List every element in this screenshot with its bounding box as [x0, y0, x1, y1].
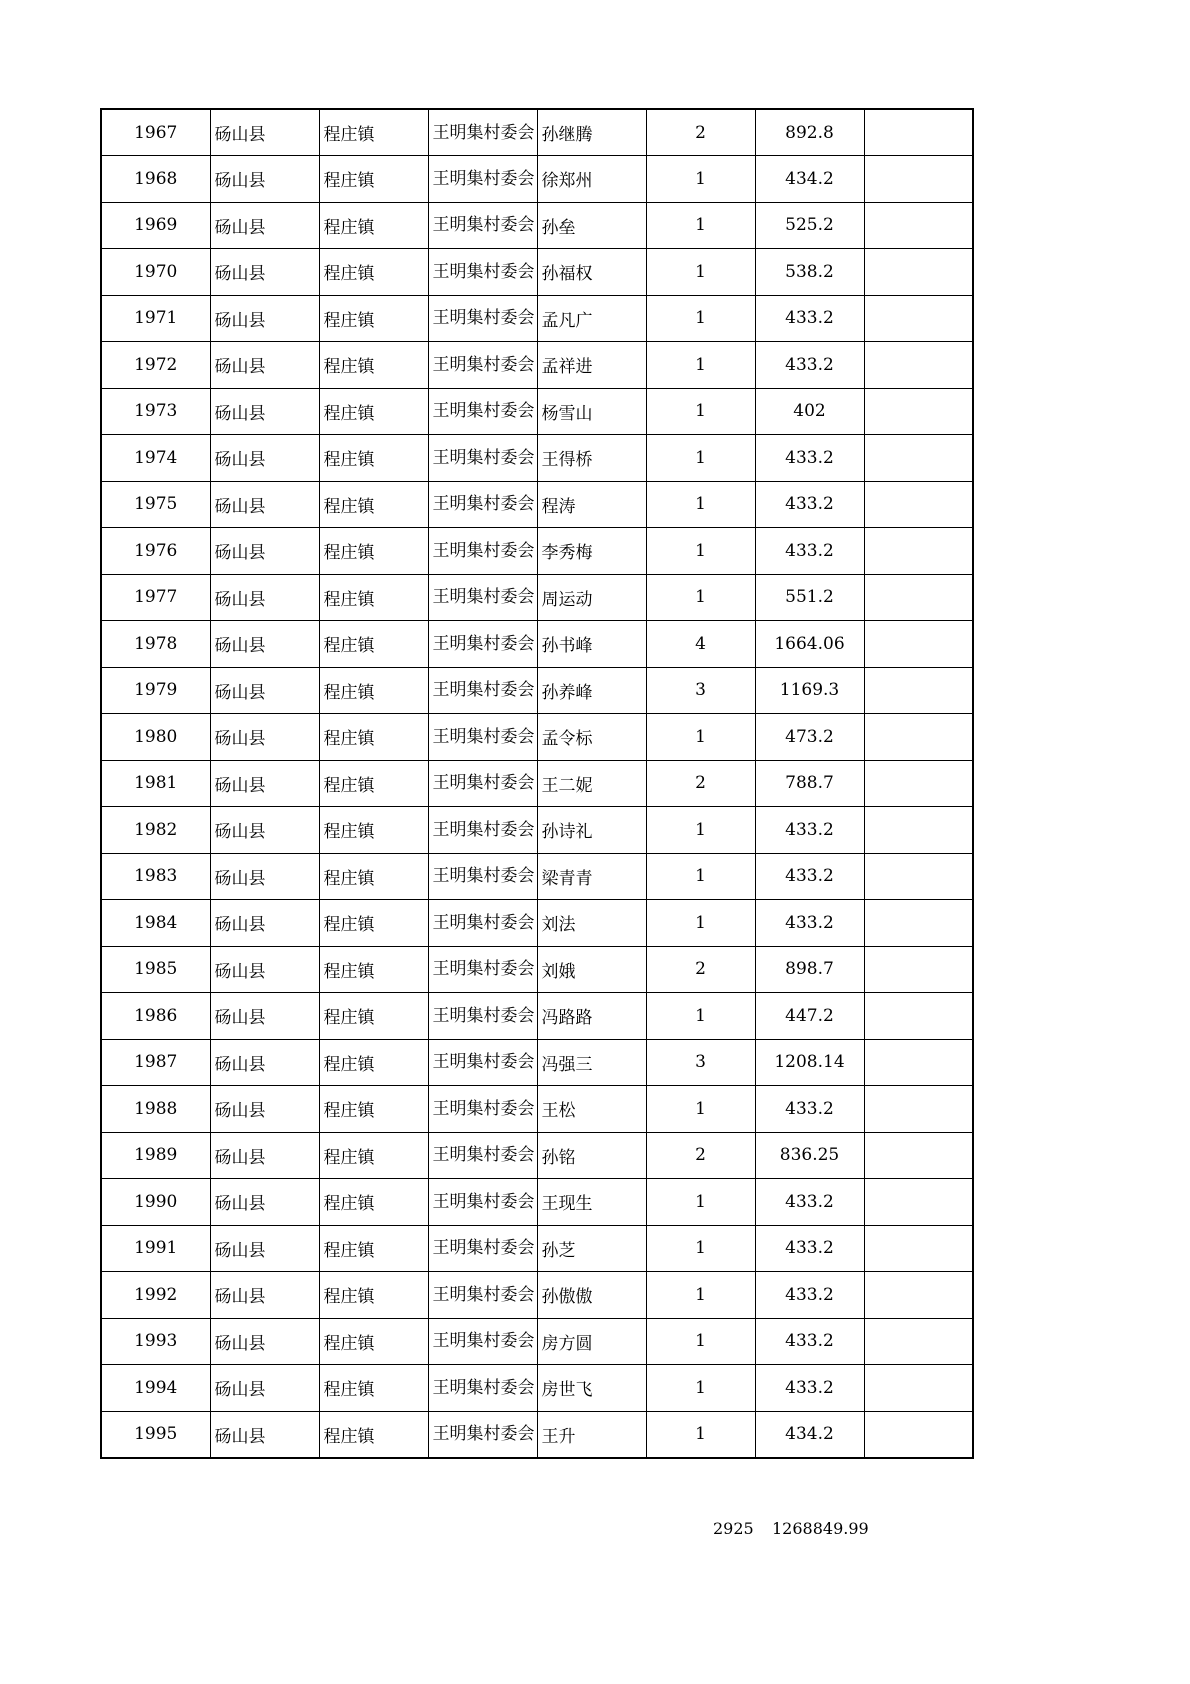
cell-note	[864, 109, 973, 156]
total-count: 2925	[713, 1519, 754, 1538]
cell-name: 刘法	[537, 900, 646, 947]
cell-note	[864, 1225, 973, 1272]
table-row	[101, 1086, 973, 1133]
cell-village: 王明集村委会	[428, 249, 537, 296]
cell-count: 1	[646, 1086, 755, 1133]
cell-name: 杨雪山	[537, 388, 646, 435]
cell-village: 王明集村委会	[428, 1179, 537, 1226]
cell-note	[864, 993, 973, 1040]
cell-serial-number: 1977	[101, 574, 210, 621]
cell-village: 王明集村委会	[428, 1132, 537, 1179]
cell-amount: 433.2	[755, 1086, 864, 1133]
cell-town: 程庄镇	[319, 714, 428, 761]
cell-village: 王明集村委会	[428, 1225, 537, 1272]
cell-note	[864, 249, 973, 296]
cell-serial-number: 1979	[101, 667, 210, 714]
cell-count: 1	[646, 481, 755, 528]
cell-village: 王明集村委会	[428, 807, 537, 854]
cell-count: 1	[646, 1411, 755, 1458]
cell-town: 程庄镇	[319, 342, 428, 389]
cell-town: 程庄镇	[319, 621, 428, 668]
cell-amount: 447.2	[755, 993, 864, 1040]
cell-note	[864, 621, 973, 668]
cell-county: 砀山县	[210, 528, 319, 575]
table-row	[101, 1318, 973, 1365]
cell-count: 3	[646, 667, 755, 714]
cell-count: 1	[646, 1318, 755, 1365]
cell-town: 程庄镇	[319, 109, 428, 156]
cell-town: 程庄镇	[319, 946, 428, 993]
table-row	[101, 1132, 973, 1179]
table-row	[101, 853, 973, 900]
cell-count: 2	[646, 946, 755, 993]
cell-note	[864, 1039, 973, 1086]
cell-count: 2	[646, 1132, 755, 1179]
cell-village: 王明集村委会	[428, 109, 537, 156]
cell-serial-number: 1994	[101, 1365, 210, 1412]
cell-amount: 433.2	[755, 1318, 864, 1365]
table-row	[101, 481, 973, 528]
cell-town: 程庄镇	[319, 1272, 428, 1319]
cell-note	[864, 807, 973, 854]
table-row	[101, 714, 973, 761]
cell-county: 砀山县	[210, 202, 319, 249]
cell-serial-number: 1975	[101, 481, 210, 528]
cell-count: 1	[646, 202, 755, 249]
cell-amount: 1664.06	[755, 621, 864, 668]
cell-amount: 538.2	[755, 249, 864, 296]
cell-name: 刘娥	[537, 946, 646, 993]
cell-town: 程庄镇	[319, 993, 428, 1040]
table-row	[101, 202, 973, 249]
cell-county: 砀山县	[210, 1179, 319, 1226]
cell-amount: 433.2	[755, 1272, 864, 1319]
cell-count: 1	[646, 342, 755, 389]
cell-town: 程庄镇	[319, 1086, 428, 1133]
cell-village: 王明集村委会	[428, 388, 537, 435]
cell-county: 砀山县	[210, 1365, 319, 1412]
table-row	[101, 946, 973, 993]
cell-name: 孙诗礼	[537, 807, 646, 854]
cell-name: 程涛	[537, 481, 646, 528]
cell-village: 王明集村委会	[428, 156, 537, 203]
cell-note	[864, 760, 973, 807]
cell-name: 孟祥进	[537, 342, 646, 389]
cell-serial-number: 1973	[101, 388, 210, 435]
cell-town: 程庄镇	[319, 1132, 428, 1179]
cell-county: 砀山县	[210, 435, 319, 482]
cell-serial-number: 1967	[101, 109, 210, 156]
cell-town: 程庄镇	[319, 249, 428, 296]
cell-village: 王明集村委会	[428, 1086, 537, 1133]
cell-count: 1	[646, 1179, 755, 1226]
cell-count: 1	[646, 249, 755, 296]
table-row	[101, 900, 973, 947]
cell-county: 砀山县	[210, 1225, 319, 1272]
cell-note	[864, 714, 973, 761]
cell-name: 孟令标	[537, 714, 646, 761]
cell-serial-number: 1991	[101, 1225, 210, 1272]
cell-name: 孙福权	[537, 249, 646, 296]
cell-town: 程庄镇	[319, 574, 428, 621]
cell-village: 王明集村委会	[428, 435, 537, 482]
cell-county: 砀山县	[210, 1411, 319, 1458]
cell-count: 4	[646, 621, 755, 668]
cell-village: 王明集村委会	[428, 342, 537, 389]
cell-serial-number: 1976	[101, 528, 210, 575]
cell-name: 孙傲傲	[537, 1272, 646, 1319]
cell-note	[864, 435, 973, 482]
cell-name: 孙芝	[537, 1225, 646, 1272]
cell-amount: 1169.3	[755, 667, 864, 714]
cell-serial-number: 1981	[101, 760, 210, 807]
cell-note	[864, 295, 973, 342]
cell-serial-number: 1989	[101, 1132, 210, 1179]
cell-county: 砀山县	[210, 667, 319, 714]
cell-amount: 433.2	[755, 1365, 864, 1412]
table-row	[101, 1411, 973, 1458]
cell-village: 王明集村委会	[428, 714, 537, 761]
cell-name: 王现生	[537, 1179, 646, 1226]
cell-amount: 433.2	[755, 1179, 864, 1226]
cell-serial-number: 1990	[101, 1179, 210, 1226]
cell-note	[864, 853, 973, 900]
cell-serial-number: 1982	[101, 807, 210, 854]
table-row	[101, 807, 973, 854]
cell-amount: 433.2	[755, 342, 864, 389]
cell-count: 1	[646, 807, 755, 854]
cell-town: 程庄镇	[319, 481, 428, 528]
cell-name: 徐郑州	[537, 156, 646, 203]
cell-serial-number: 1968	[101, 156, 210, 203]
cell-village: 王明集村委会	[428, 1272, 537, 1319]
cell-note	[864, 202, 973, 249]
cell-town: 程庄镇	[319, 1318, 428, 1365]
cell-amount: 898.7	[755, 946, 864, 993]
cell-amount: 551.2	[755, 574, 864, 621]
cell-note	[864, 156, 973, 203]
cell-county: 砀山县	[210, 1132, 319, 1179]
cell-count: 3	[646, 1039, 755, 1086]
cell-serial-number: 1995	[101, 1411, 210, 1458]
cell-count: 2	[646, 109, 755, 156]
cell-village: 王明集村委会	[428, 621, 537, 668]
cell-serial-number: 1978	[101, 621, 210, 668]
cell-county: 砀山县	[210, 993, 319, 1040]
cell-name: 周运动	[537, 574, 646, 621]
cell-county: 砀山县	[210, 574, 319, 621]
cell-name: 冯路路	[537, 993, 646, 1040]
cell-county: 砀山县	[210, 1039, 319, 1086]
cell-amount: 433.2	[755, 528, 864, 575]
cell-note	[864, 1411, 973, 1458]
cell-note	[864, 900, 973, 947]
data-table	[100, 108, 974, 1459]
cell-town: 程庄镇	[319, 667, 428, 714]
cell-name: 孟凡广	[537, 295, 646, 342]
cell-county: 砀山县	[210, 249, 319, 296]
cell-note	[864, 342, 973, 389]
cell-note	[864, 388, 973, 435]
cell-village: 王明集村委会	[428, 528, 537, 575]
cell-town: 程庄镇	[319, 1365, 428, 1412]
cell-county: 砀山县	[210, 1086, 319, 1133]
cell-village: 王明集村委会	[428, 993, 537, 1040]
cell-amount: 433.2	[755, 900, 864, 947]
cell-county: 砀山县	[210, 807, 319, 854]
cell-village: 王明集村委会	[428, 760, 537, 807]
cell-amount: 836.25	[755, 1132, 864, 1179]
cell-note	[864, 667, 973, 714]
cell-note	[864, 1365, 973, 1412]
table-row	[101, 249, 973, 296]
cell-serial-number: 1969	[101, 202, 210, 249]
cell-name: 孙垒	[537, 202, 646, 249]
cell-count: 1	[646, 156, 755, 203]
table-row	[101, 342, 973, 389]
cell-count: 1	[646, 574, 755, 621]
cell-county: 砀山县	[210, 342, 319, 389]
cell-count: 1	[646, 295, 755, 342]
cell-county: 砀山县	[210, 156, 319, 203]
cell-town: 程庄镇	[319, 853, 428, 900]
table-row	[101, 621, 973, 668]
cell-note	[864, 946, 973, 993]
cell-village: 王明集村委会	[428, 946, 537, 993]
table-row	[101, 109, 973, 156]
cell-village: 王明集村委会	[428, 295, 537, 342]
table-row	[101, 528, 973, 575]
cell-village: 王明集村委会	[428, 202, 537, 249]
table-row	[101, 435, 973, 482]
cell-name: 房方圆	[537, 1318, 646, 1365]
cell-note	[864, 574, 973, 621]
cell-serial-number: 1972	[101, 342, 210, 389]
cell-village: 王明集村委会	[428, 481, 537, 528]
cell-town: 程庄镇	[319, 202, 428, 249]
cell-county: 砀山县	[210, 946, 319, 993]
cell-town: 程庄镇	[319, 435, 428, 482]
cell-town: 程庄镇	[319, 1411, 428, 1458]
cell-note	[864, 1086, 973, 1133]
cell-name: 孙继腾	[537, 109, 646, 156]
cell-county: 砀山县	[210, 853, 319, 900]
cell-town: 程庄镇	[319, 1225, 428, 1272]
cell-name: 孙铭	[537, 1132, 646, 1179]
cell-county: 砀山县	[210, 1272, 319, 1319]
cell-note	[864, 1318, 973, 1365]
total-amount: 1268849.99	[772, 1519, 869, 1538]
cell-note	[864, 1272, 973, 1319]
table-row	[101, 1365, 973, 1412]
cell-town: 程庄镇	[319, 388, 428, 435]
cell-amount: 402	[755, 388, 864, 435]
cell-town: 程庄镇	[319, 760, 428, 807]
cell-county: 砀山县	[210, 109, 319, 156]
cell-village: 王明集村委会	[428, 1039, 537, 1086]
cell-count: 1	[646, 714, 755, 761]
cell-count: 1	[646, 993, 755, 1040]
cell-village: 王明集村委会	[428, 1318, 537, 1365]
cell-note	[864, 1179, 973, 1226]
cell-county: 砀山县	[210, 714, 319, 761]
cell-name: 李秀梅	[537, 528, 646, 575]
cell-serial-number: 1986	[101, 993, 210, 1040]
cell-count: 1	[646, 853, 755, 900]
cell-name: 房世飞	[537, 1365, 646, 1412]
cell-serial-number: 1970	[101, 249, 210, 296]
cell-note	[864, 481, 973, 528]
cell-count: 1	[646, 1365, 755, 1412]
cell-town: 程庄镇	[319, 1039, 428, 1086]
cell-serial-number: 1985	[101, 946, 210, 993]
cell-count: 1	[646, 1225, 755, 1272]
cell-amount: 525.2	[755, 202, 864, 249]
cell-name: 孙养峰	[537, 667, 646, 714]
cell-name: 王二妮	[537, 760, 646, 807]
cell-county: 砀山县	[210, 760, 319, 807]
cell-name: 孙书峰	[537, 621, 646, 668]
table-row	[101, 156, 973, 203]
cell-amount: 788.7	[755, 760, 864, 807]
table-row	[101, 667, 973, 714]
cell-serial-number: 1988	[101, 1086, 210, 1133]
cell-village: 王明集村委会	[428, 853, 537, 900]
cell-county: 砀山县	[210, 1318, 319, 1365]
cell-town: 程庄镇	[319, 295, 428, 342]
table-row	[101, 993, 973, 1040]
table-row	[101, 1272, 973, 1319]
cell-amount: 433.2	[755, 435, 864, 482]
cell-town: 程庄镇	[319, 1179, 428, 1226]
cell-name: 王升	[537, 1411, 646, 1458]
cell-amount: 433.2	[755, 481, 864, 528]
cell-town: 程庄镇	[319, 156, 428, 203]
cell-amount: 473.2	[755, 714, 864, 761]
cell-town: 程庄镇	[319, 807, 428, 854]
cell-serial-number: 1987	[101, 1039, 210, 1086]
cell-county: 砀山县	[210, 388, 319, 435]
cell-name: 王松	[537, 1086, 646, 1133]
table-row	[101, 1039, 973, 1086]
cell-county: 砀山县	[210, 900, 319, 947]
table-row	[101, 1179, 973, 1226]
cell-count: 1	[646, 900, 755, 947]
cell-county: 砀山县	[210, 621, 319, 668]
cell-serial-number: 1993	[101, 1318, 210, 1365]
table-row	[101, 574, 973, 621]
cell-note	[864, 1132, 973, 1179]
cell-amount: 433.2	[755, 807, 864, 854]
table-body	[101, 109, 973, 1458]
cell-serial-number: 1974	[101, 435, 210, 482]
cell-amount: 433.2	[755, 1225, 864, 1272]
cell-town: 程庄镇	[319, 528, 428, 575]
table-row	[101, 295, 973, 342]
cell-county: 砀山县	[210, 481, 319, 528]
cell-serial-number: 1983	[101, 853, 210, 900]
cell-amount: 434.2	[755, 156, 864, 203]
cell-count: 1	[646, 528, 755, 575]
cell-village: 王明集村委会	[428, 900, 537, 947]
cell-serial-number: 1992	[101, 1272, 210, 1319]
cell-count: 2	[646, 760, 755, 807]
cell-amount: 433.2	[755, 295, 864, 342]
cell-name: 王得桥	[537, 435, 646, 482]
cell-amount: 434.2	[755, 1411, 864, 1458]
table-row	[101, 388, 973, 435]
cell-count: 1	[646, 435, 755, 482]
cell-amount: 892.8	[755, 109, 864, 156]
cell-town: 程庄镇	[319, 900, 428, 947]
cell-note	[864, 528, 973, 575]
cell-count: 1	[646, 1272, 755, 1319]
cell-count: 1	[646, 388, 755, 435]
cell-amount: 1208.14	[755, 1039, 864, 1086]
cell-serial-number: 1971	[101, 295, 210, 342]
cell-county: 砀山县	[210, 295, 319, 342]
cell-village: 王明集村委会	[428, 1411, 537, 1458]
cell-name: 冯强三	[537, 1039, 646, 1086]
cell-village: 王明集村委会	[428, 667, 537, 714]
cell-village: 王明集村委会	[428, 574, 537, 621]
cell-serial-number: 1984	[101, 900, 210, 947]
table-row	[101, 760, 973, 807]
cell-amount: 433.2	[755, 853, 864, 900]
cell-village: 王明集村委会	[428, 1365, 537, 1412]
cell-name: 梁青青	[537, 853, 646, 900]
table-row	[101, 1225, 973, 1272]
cell-serial-number: 1980	[101, 714, 210, 761]
